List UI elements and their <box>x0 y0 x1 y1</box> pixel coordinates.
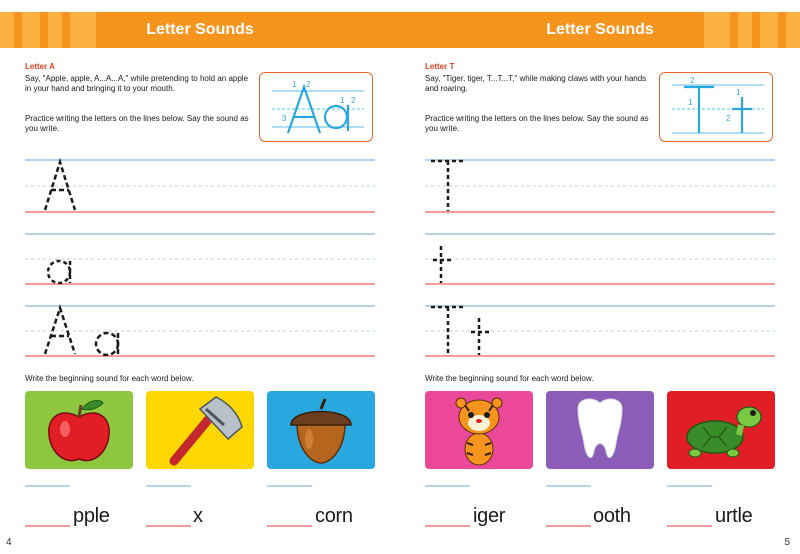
svg-text:2: 2 <box>726 114 731 123</box>
svg-text:1: 1 <box>736 88 741 97</box>
sound-instruction: Write the beginning sound for each word below. <box>425 374 594 383</box>
picture-tile-axe <box>146 391 254 469</box>
answer-row <box>425 478 785 538</box>
writing-row-2 <box>425 234 775 284</box>
letter-label: Letter T <box>425 62 455 71</box>
banner-title: Letter Sounds <box>146 21 254 38</box>
model-letter-box <box>259 72 373 142</box>
svg-text:2: 2 <box>690 76 695 85</box>
axe-icon <box>146 391 254 469</box>
picture-tile-turtle <box>667 391 775 469</box>
handwriting-practice[interactable] <box>425 150 775 365</box>
svg-text:1: 1 <box>340 96 345 105</box>
tiger-icon <box>425 391 533 469</box>
instruction-practice: Practice writing the letters on the lines below. Say the sound as you write. <box>25 114 249 133</box>
writing-row-1 <box>25 160 375 212</box>
banner <box>400 12 800 48</box>
handwriting-practice[interactable] <box>25 150 375 365</box>
word-apple-ending: pple <box>73 505 110 527</box>
writing-row-2 <box>25 234 375 284</box>
answer-lines <box>25 486 312 526</box>
banner-title: Letter Sounds <box>546 21 654 38</box>
writing-row-3 <box>25 306 375 356</box>
answer-lines <box>425 486 712 526</box>
banner <box>0 12 400 48</box>
instruction-practice: Practice writing the letters on the lines below. Say the sound as you write. <box>425 114 649 133</box>
right-page <box>400 0 800 554</box>
apple-icon <box>25 391 133 469</box>
svg-text:2: 2 <box>306 80 311 89</box>
word-tooth-ending: ooth <box>593 505 631 527</box>
picture-tile-tooth <box>546 391 654 469</box>
svg-text:3: 3 <box>282 114 287 123</box>
turtle-icon <box>667 391 775 469</box>
word-turtle-ending: urtle <box>715 505 753 527</box>
model-letter-box <box>659 72 773 142</box>
picture-tile-apple <box>25 391 133 469</box>
word-tiger-ending: iger <box>473 505 506 527</box>
instruction-say: Say, "Tiger, tiger, T...T...T," while making claws with your hands and roaring. <box>425 74 647 93</box>
instruction-say: Say, "Apple, apple, A...A...A," while pretending to hold an apple in your hand and bringing it to your mouth. <box>25 74 249 93</box>
writing-row-1 <box>425 160 775 212</box>
sound-instruction: Write the beginning sound for each word below. <box>25 374 194 383</box>
writing-row-3 <box>425 306 775 356</box>
model-letter-glyphs <box>288 87 348 133</box>
word-acorn-ending: corn <box>315 505 353 527</box>
page-number: 4 <box>6 537 12 548</box>
answer-row <box>25 478 385 538</box>
svg-text:1: 1 <box>292 80 297 89</box>
acorn-icon <box>267 391 375 469</box>
letter-label: Letter A <box>25 62 55 71</box>
svg-text:2: 2 <box>351 96 356 105</box>
page-number: 5 <box>784 537 790 548</box>
tooth-icon <box>546 391 654 469</box>
picture-tile-tiger <box>425 391 533 469</box>
model-letter-glyphs <box>684 87 752 133</box>
svg-text:1: 1 <box>688 98 693 107</box>
word-axe-ending: x <box>193 505 203 527</box>
picture-tile-acorn <box>267 391 375 469</box>
